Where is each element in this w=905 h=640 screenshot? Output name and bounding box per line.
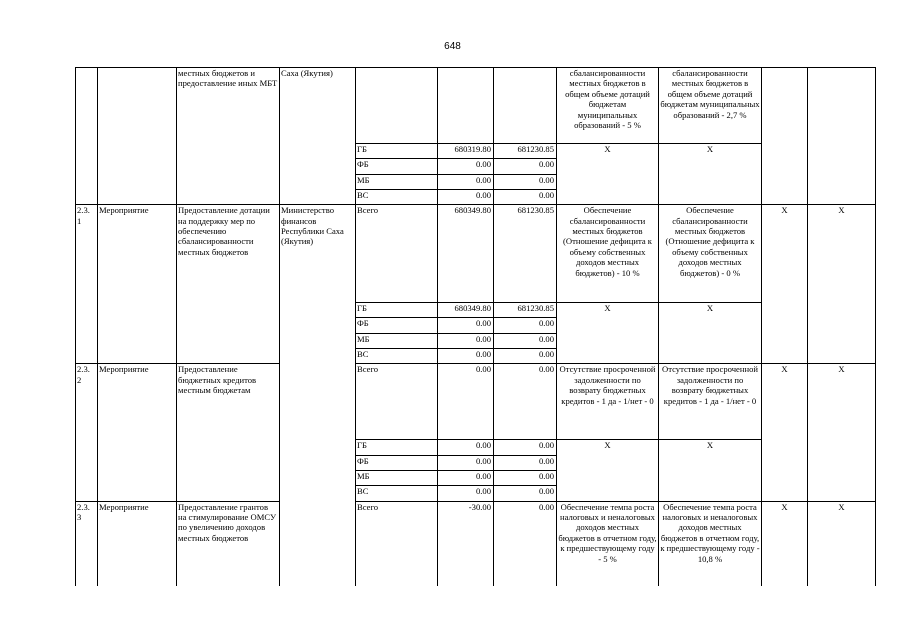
source-cell: МБ <box>356 470 438 485</box>
budget-table <box>75 67 876 586</box>
num-cell: 2.3. 1 <box>76 205 98 364</box>
indicator-cell: Отсутствие просроченной задолженности по возврату бюджетных кредитов - 1 да - 1/нет - 0 <box>659 364 762 440</box>
mark-cell: Х <box>659 440 762 501</box>
executor-cell: Саха (Якутия) <box>280 68 356 205</box>
source-cell: ВС <box>356 189 438 204</box>
indicator-cell: сбалансированности местных бюджетов в общем объеме дотаций бюджетам муниципальных образований - 2,7 % <box>659 68 762 144</box>
mark-cell: Х <box>659 144 762 205</box>
value-cell: 0.00 <box>438 318 494 333</box>
value-cell: 680349.80 <box>438 205 494 303</box>
value-cell <box>494 68 557 144</box>
name-cell: Предоставление бюджетных кредитов местным бюджетам <box>177 364 280 501</box>
value-cell: 0.00 <box>494 486 557 501</box>
name-cell: Предоставление дотации на поддержку мер по обеспечению сбалансированности местных бюджетов <box>177 205 280 364</box>
mark-cell: Х <box>557 440 659 501</box>
table-row <box>76 205 876 303</box>
source-cell: ВС <box>356 349 438 364</box>
type-cell: Мероприятие <box>98 364 177 501</box>
value-cell: 0.00 <box>438 189 494 204</box>
value-cell: 680349.80 <box>438 303 494 318</box>
value-cell: 0.00 <box>438 470 494 485</box>
num-cell: 2.3. 2 <box>76 364 98 501</box>
value-cell: 681230.85 <box>494 303 557 318</box>
table-row <box>76 364 876 440</box>
source-cell: ФБ <box>356 318 438 333</box>
value-cell: 0.00 <box>494 501 557 586</box>
value-cell: 0.00 <box>438 440 494 455</box>
type-cell: Мероприятие <box>98 205 177 364</box>
source-cell: Всего <box>356 364 438 440</box>
source-cell: МБ <box>356 174 438 189</box>
value-cell: 0.00 <box>494 174 557 189</box>
value-cell: -30.00 <box>438 501 494 586</box>
name-cell: местных бюджетов и предоставление иных МБТ <box>177 68 280 205</box>
value-cell: 681230.85 <box>494 205 557 303</box>
table-row <box>76 501 876 586</box>
mark-cell <box>762 68 808 205</box>
mark-cell: Х <box>808 364 876 501</box>
source-cell: МБ <box>356 333 438 348</box>
value-cell: 0.00 <box>438 333 494 348</box>
executor-cell: Министерство финансов Республики Саха (Якутия) <box>280 205 356 586</box>
source-cell: Всего <box>356 501 438 586</box>
indicator-cell: Обеспечение темпа роста налоговых и неналоговых доходов местных бюджетов в отчетном году, к предшествующему году - 5 % <box>557 501 659 586</box>
mark-cell: Х <box>557 303 659 364</box>
indicator-cell: Обеспечение сбалансированности местных бюджетов (Отношение дефицита к объему собственных доходов местных бюджетов) - 0 % <box>659 205 762 303</box>
type-cell <box>98 68 177 205</box>
page-number: 648 <box>444 41 461 52</box>
source-cell: ВС <box>356 486 438 501</box>
value-cell: 681230.85 <box>494 144 557 159</box>
mark-cell: Х <box>762 501 808 586</box>
value-cell: 0.00 <box>494 455 557 470</box>
value-cell: 0.00 <box>438 455 494 470</box>
source-cell <box>356 68 438 144</box>
type-cell: Мероприятие <box>98 501 177 586</box>
mark-cell: Х <box>808 501 876 586</box>
indicator-cell: Обеспечение сбалансированности местных бюджетов (Отношение дефицита к объему собственных доходов местных бюджетов) - 10 % <box>557 205 659 303</box>
source-cell: ГБ <box>356 303 438 318</box>
value-cell: 0.00 <box>438 486 494 501</box>
value-cell: 0.00 <box>494 470 557 485</box>
value-cell: 0.00 <box>494 440 557 455</box>
value-cell: 0.00 <box>494 189 557 204</box>
mark-cell: Х <box>808 205 876 364</box>
mark-cell: Х <box>557 144 659 205</box>
value-cell: 680319.80 <box>438 144 494 159</box>
num-cell <box>76 68 98 205</box>
indicator-cell: сбалансированности местных бюджетов в общем объеме дотаций бюджетам муниципальных образований - 5 % <box>557 68 659 144</box>
table-row <box>76 68 876 144</box>
value-cell: 0.00 <box>494 333 557 348</box>
value-cell <box>438 68 494 144</box>
source-cell: ФБ <box>356 159 438 174</box>
source-cell: ГБ <box>356 144 438 159</box>
value-cell: 0.00 <box>438 364 494 440</box>
value-cell: 0.00 <box>494 318 557 333</box>
source-cell: ГБ <box>356 440 438 455</box>
mark-cell <box>808 68 876 205</box>
name-cell: Предоставление грантов на стимулирование ОМСУ по увеличению доходов местных бюджетов <box>177 501 280 586</box>
indicator-cell: Обеспечение темпа роста налоговых и неналоговых доходов местных бюджетов в отчетном году, к предшествующему году - 10,8 % <box>659 501 762 586</box>
value-cell: 0.00 <box>494 159 557 174</box>
value-cell: 0.00 <box>438 174 494 189</box>
mark-cell: Х <box>659 303 762 364</box>
mark-cell: Х <box>762 205 808 364</box>
value-cell: 0.00 <box>494 349 557 364</box>
mark-cell: Х <box>762 364 808 501</box>
value-cell: 0.00 <box>494 364 557 440</box>
source-cell: ФБ <box>356 455 438 470</box>
value-cell: 0.00 <box>438 159 494 174</box>
indicator-cell: Отсутствие просроченной задолженности по возврату бюджетных кредитов - 1 да - 1/нет - 0 <box>557 364 659 440</box>
value-cell: 0.00 <box>438 349 494 364</box>
num-cell: 2.3. 3 <box>76 501 98 586</box>
source-cell: Всего <box>356 205 438 303</box>
